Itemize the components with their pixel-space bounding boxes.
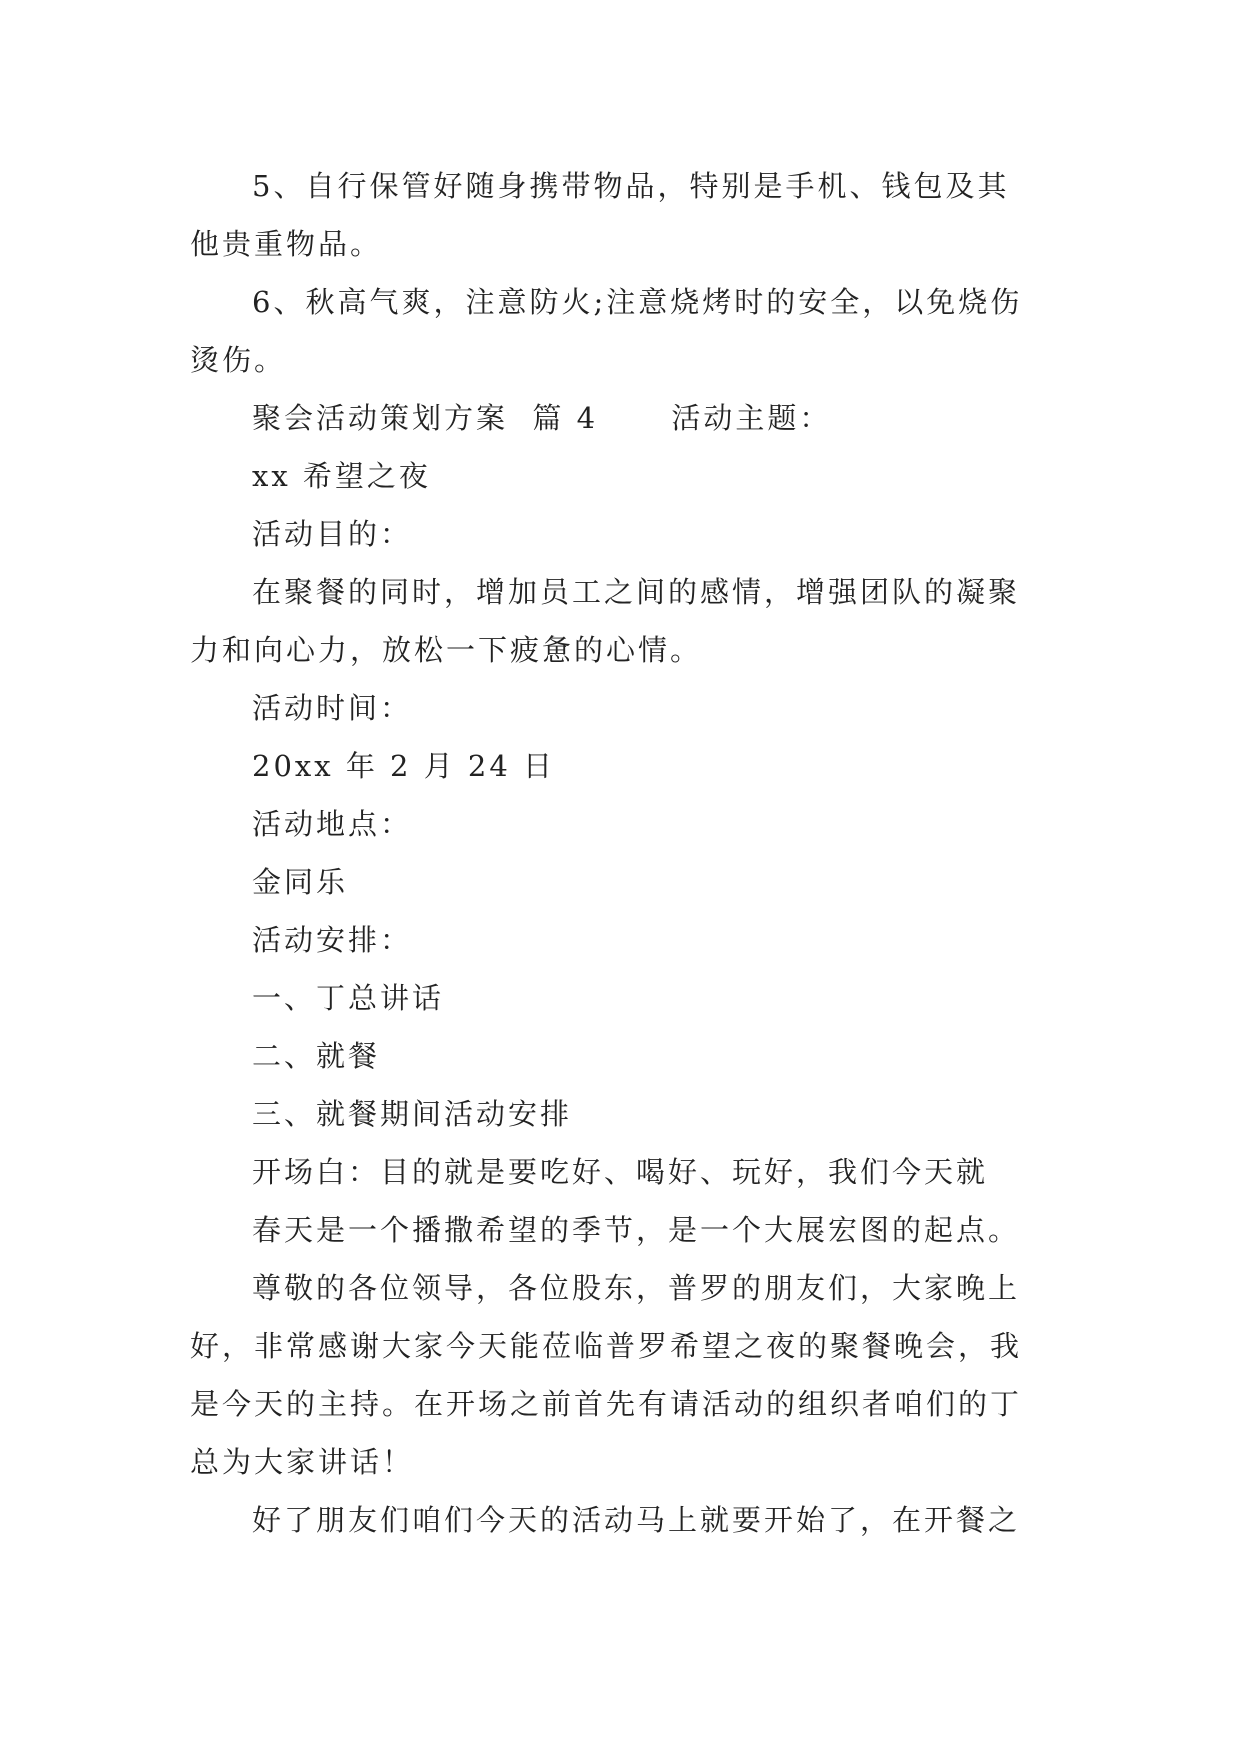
paragraph-line: 烫伤。 bbox=[190, 343, 287, 377]
paragraph-line: xx 希望之夜 bbox=[252, 459, 431, 493]
paragraph-line: 尊敬的各位领导，各位股东，普罗的朋友们，大家晚上 bbox=[252, 1271, 1021, 1305]
paragraph-line: 总为大家讲话！ bbox=[190, 1445, 415, 1479]
paragraph-line: 金同乐 bbox=[252, 865, 349, 899]
section-heading: 聚会活动策划方案 篇 4 活动主题： bbox=[252, 401, 832, 435]
paragraph-line: 一、丁总讲话 bbox=[252, 981, 445, 1015]
paragraph-line: 5、自行保管好随身携带物品，特别是手机、钱包及其 bbox=[252, 169, 1010, 203]
paragraph-line: 是今天的主持。在开场之前首先有请活动的组织者咱们的丁 bbox=[190, 1387, 1023, 1421]
paragraph-line: 20xx 年 2 月 24 日 bbox=[252, 749, 556, 783]
paragraph-line: 他贵重物品。 bbox=[190, 227, 383, 261]
paragraph-line: 活动安排： bbox=[252, 923, 413, 957]
paragraph-line: 活动地点： bbox=[252, 807, 413, 841]
paragraph-line: 在聚餐的同时，增加员工之间的感情，增强团队的凝聚 bbox=[252, 575, 1021, 609]
paragraph-line: 开场白：目的就是要吃好、喝好、玩好，我们今天就 bbox=[252, 1155, 989, 1189]
paragraph-line: 二、就餐 bbox=[252, 1039, 381, 1073]
paragraph-line: 好，非常感谢大家今天能莅临普罗希望之夜的聚餐晚会，我 bbox=[190, 1329, 1023, 1363]
paragraph-line: 活动目的： bbox=[252, 517, 413, 551]
paragraph-line: 力和向心力，放松一下疲惫的心情。 bbox=[190, 633, 703, 667]
paragraph-line: 三、就餐期间活动安排 bbox=[252, 1097, 573, 1131]
paragraph-line: 6、秋高气爽，注意防火;注意烧烤时的安全，以免烧伤 bbox=[252, 285, 1023, 319]
paragraph-line: 活动时间： bbox=[252, 691, 413, 725]
paragraph-line: 春天是一个播撒希望的季节，是一个大展宏图的起点。 bbox=[252, 1213, 1021, 1247]
paragraph-line: 好了朋友们咱们今天的活动马上就要开始了，在开餐之 bbox=[252, 1503, 1021, 1537]
